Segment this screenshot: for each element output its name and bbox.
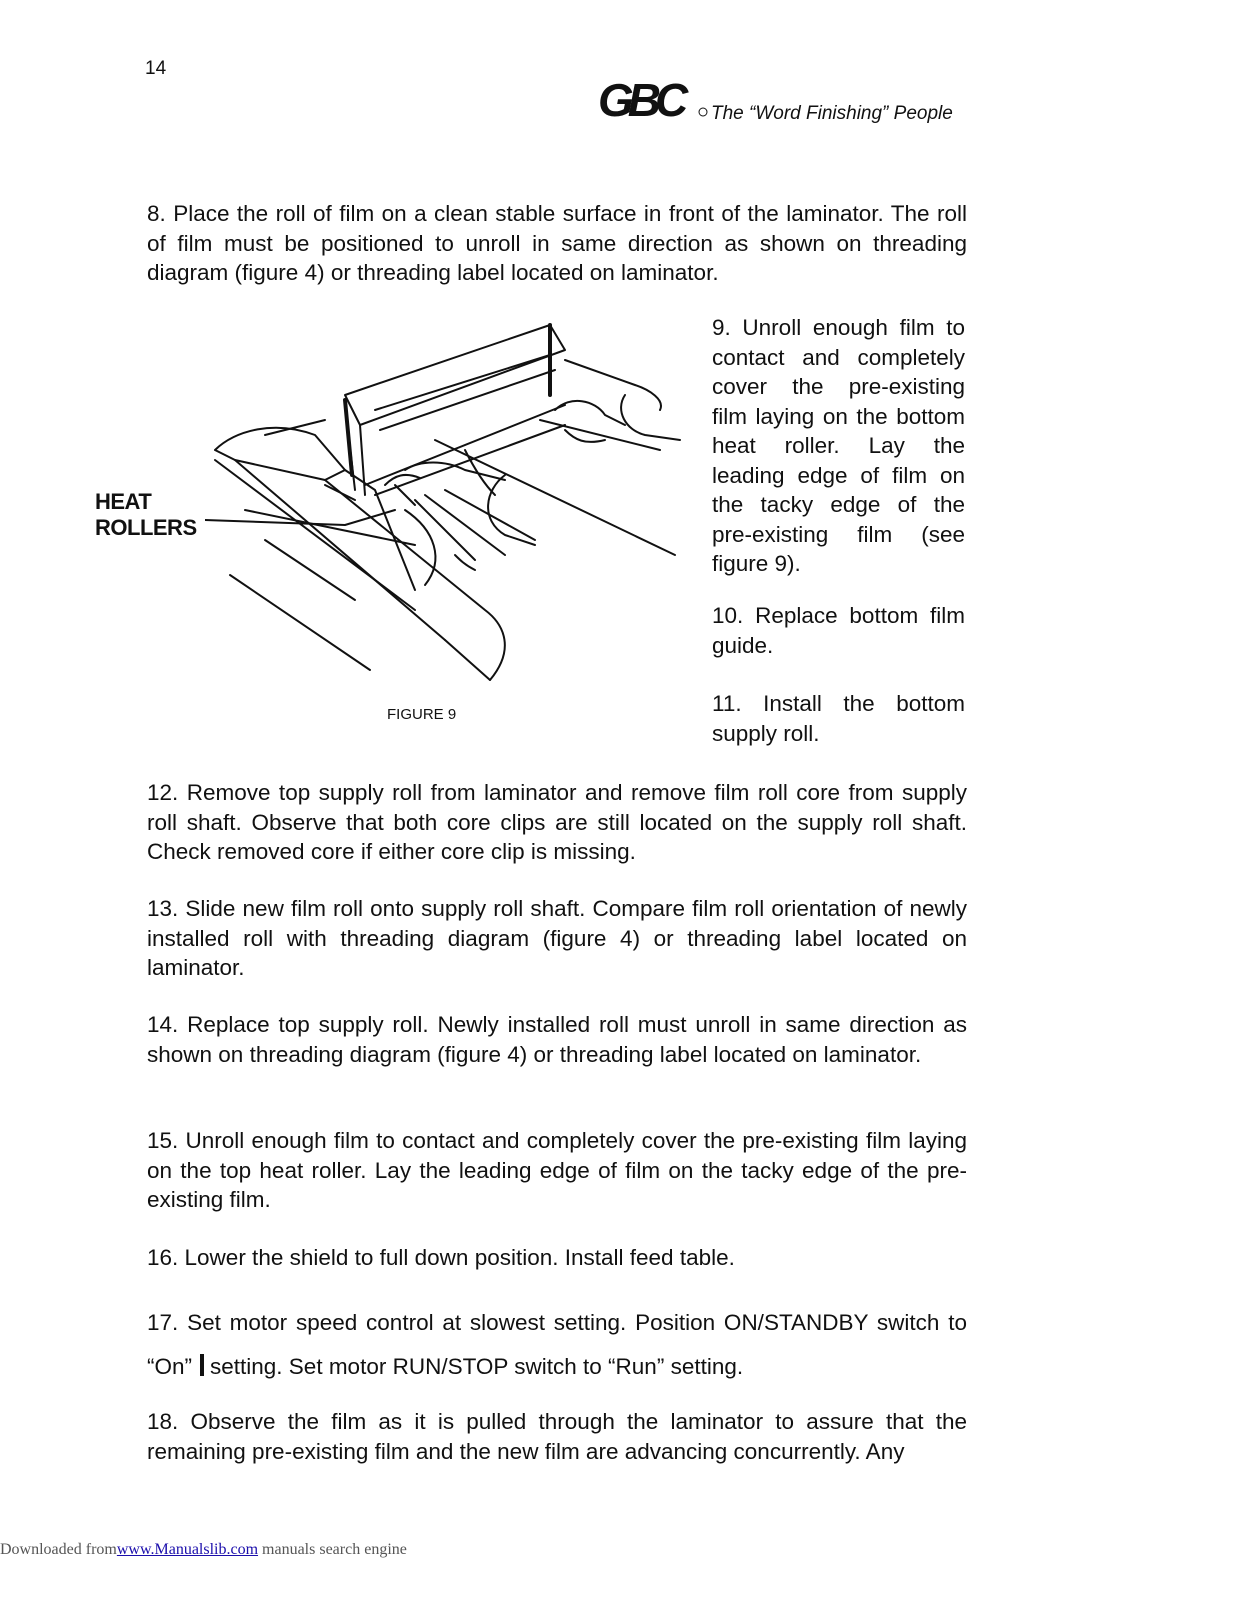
step-12-text: 12. Remove top supply roll from laminator and remove film roll core from supply roll shaft. Observe that both core clips are still located on the supply roll shaft. Check removed core if either core clip is missing. — [147, 780, 967, 864]
step-14-text: 14. Replace top supply roll. Newly installed roll must unroll in same direction as shown on threading diagram (figure 4) or threading label located on laminator. — [147, 1012, 967, 1067]
step-8-text: 8. Place the roll of film on a clean stable surface in front of the laminator. The roll of film must be positioned to unroll in same direction as shown on threading diagram (figure 4) or threading label located on laminator. — [147, 201, 967, 285]
step-16-text: 16. Lower the shield to full down position. Install feed table. — [147, 1245, 735, 1270]
footer-prefix: Downloaded from — [0, 1541, 117, 1558]
gbc-logo — [598, 76, 710, 128]
figure-callout-rollers: ROLLERS — [95, 515, 197, 540]
step-9-text: 9. Unroll enough film to contact and completely cover the pre-existing film laying on the bottom heat roller. Lay the leading edge of film on the tacky edge of the pre-existing film (see figure 9). — [712, 315, 965, 576]
step-18-text: 18. Observe the film as it is pulled through the laminator to assure that the remaining pre-existing film and the new film are advancing concurrently. Any — [147, 1409, 967, 1464]
manualslib-link[interactable]: www.Manualslib.com — [116, 1541, 259, 1558]
step-15-text: 15. Unroll enough film to contact and completely cover the pre-existing film laying on the top heat roller. Lay the leading edge of film on the tacky edge of the pre-existing film. — [147, 1128, 967, 1212]
svg-text:GBC: GBC — [598, 76, 683, 126]
figure-callout-heat: HEAT — [95, 489, 152, 514]
step-17-part-1: 17. Set motor speed control at slowest setting. Position ON/STANDBY switch to “On” — [147, 1310, 967, 1379]
page-number: 14 — [145, 58, 167, 79]
step-17-part-2: setting. Set motor RUN/STOP switch to “Run” setting. — [210, 1354, 744, 1379]
step-10-text: 10. Replace bottom film guide. — [712, 603, 965, 658]
step-17-text — [147, 1301, 967, 1389]
footer-suffix: manuals search engine — [258, 1541, 407, 1558]
figure-9-laminator-illustration — [205, 310, 690, 700]
on-switch-symbol-icon — [200, 1354, 204, 1376]
header-tagline: The “Word Finishing” People — [711, 103, 953, 124]
step-13-text: 13. Slide new film roll onto supply roll shaft. Compare film roll orientation of newly installed roll with threading diagram (figure 4) or threading label located on laminator. — [147, 896, 967, 980]
step-11-text: 11. Install the bottom supply roll. — [712, 691, 965, 746]
download-footer — [0, 1541, 407, 1559]
figure-caption: FIGURE 9 — [387, 706, 457, 723]
